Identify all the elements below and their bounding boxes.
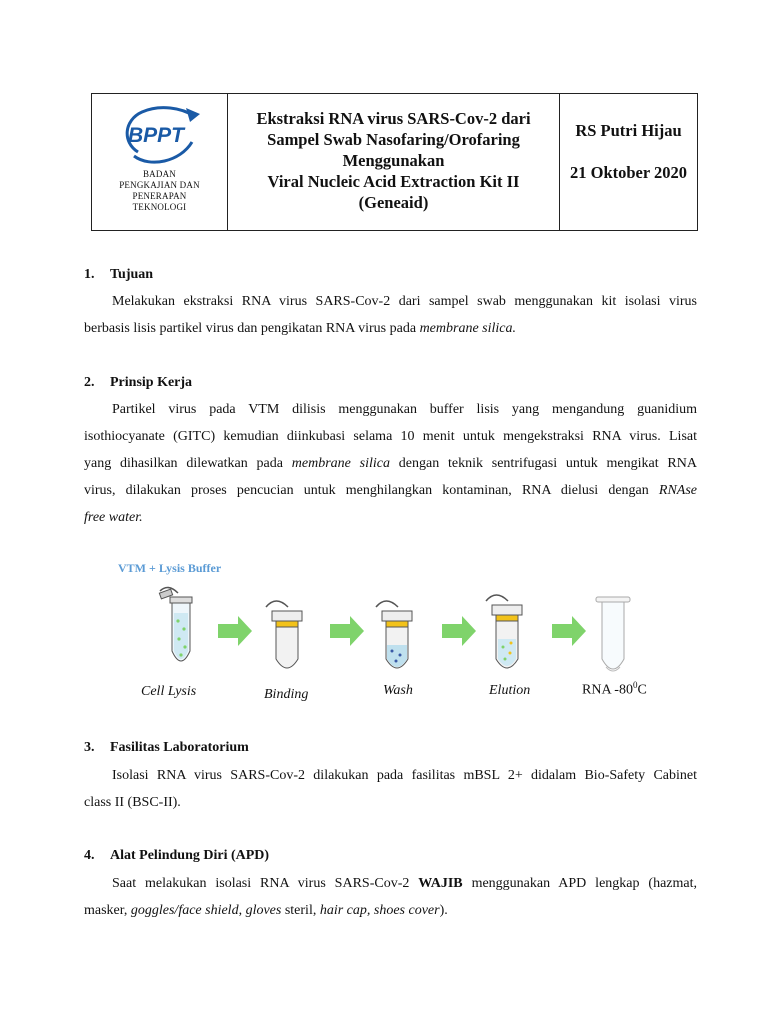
section-4-text: Saat melakukan isolasi RNA virus SARS-Cov-2 WAJIB menggunakan APD lengkap (hazmat, masker, goggles/face shield, gloves steril, hair cap, shoes cover). [84,876,697,918]
arrow-icon [218,616,252,646]
document-title: Ekstraksi RNA virus SARS-Cov-2 dari Sampel Swab Nasofaring/Orofaring Menggunakan Viral Nucleic Acid Extraction Kit II (Geneaid) [256,108,531,212]
header-table [91,93,698,231]
elution-tube-icon [486,595,522,668]
extraction-workflow-diagram [0,555,768,715]
step-label-wash: Wash [383,683,413,698]
step-label-elution: Elution [489,683,531,698]
arrow-icon [442,616,476,646]
section-4-heading: 4. Alat Pelindung Diri (APD) [84,848,270,863]
section-2-heading: 2. Prinsip Kerja [84,375,193,390]
bppt-logo [120,102,202,166]
section-1-heading: 1. Tujuan [84,267,154,282]
section-1-text: Melakukan ekstraksi RNA virus SARS-Cov-2 dari sampel swab menggunakan kit isolasi virus berbasis lisis partikel virus dan pengikatan RNA virus pada membrane silica. [84,294,697,336]
rna-tube-icon [596,597,630,671]
institution-cell [560,94,697,230]
logo-cell [92,94,228,230]
document-date: 21 Oktober 2020 [569,163,688,182]
step-label-rna-storage: RNA $-80^0C$ [582,680,647,698]
institution-name: RS Putri Hijau [575,121,682,140]
document-title-cell [228,94,560,230]
section-3-heading: 3. Fasilitas Laboratorium [84,740,249,755]
binding-tube-icon [266,601,302,668]
wash-tube-icon [376,601,412,668]
lysis-tube-icon [159,587,192,661]
step-label-binding: Binding [264,687,309,702]
diagram-title: VTM + Lysis Buffer [118,561,222,575]
section-3-text: Isolasi RNA virus SARS-Cov-2 dilakukan pada fasilitas mBSL 2+ didalam Bio-Safety Cabinet class II (BSC-II). [84,768,697,810]
arrow-icon [330,616,364,646]
svg-text:BPPT: BPPT [128,124,185,147]
step-label-cell-lysis: Cell Lysis [141,684,197,699]
arrow-icon [552,616,586,646]
section-2-text: Partikel virus pada VTM dilisis menggunakan buffer lisis yang mengandung guanidium isothiocyanate (GITC) kemudian diinkubasi selama 10 menit untuk mengekstraksi RNA virus. Lisat yang dihasilkan dilewatkan pada membrane silica dengan teknik sentrifugasi untuk mengikat RNA virus, dilakukan proses pencucian untuk menghilangkan kontaminan, RNA dielusi dengan RNAse free water. [84,402,697,525]
logo-caption: BADAN PENGKAJIAN DAN PENERAPAN TEKNOLOGI [119,169,200,212]
